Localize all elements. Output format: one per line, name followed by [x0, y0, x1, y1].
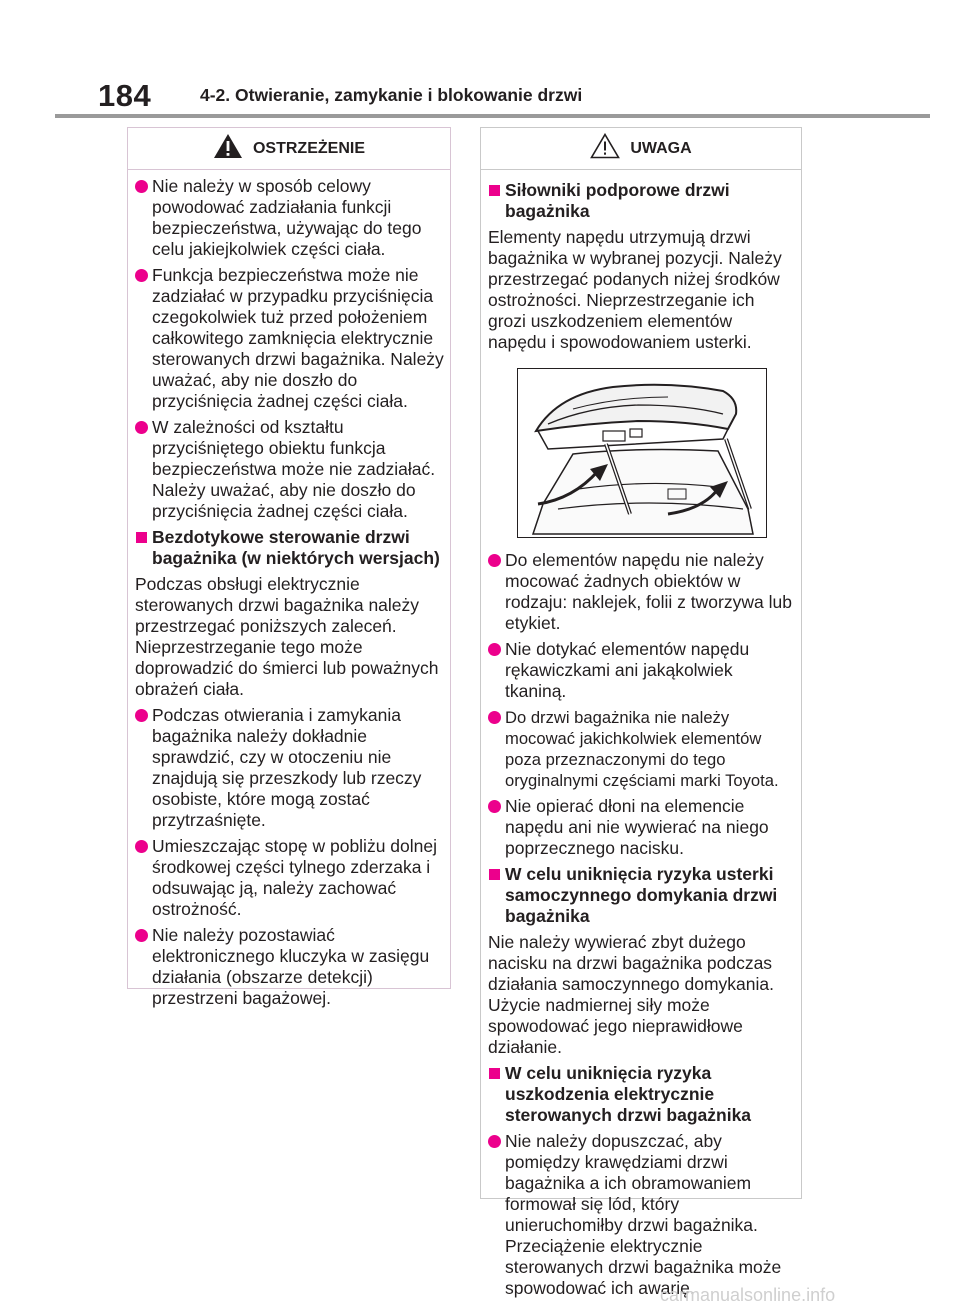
page-number: 184	[98, 78, 152, 113]
list-item: Podczas otwierania i zamykania bagażnika należy dokładnie sprawdzić, czy w otoczeniu nie znajdują się przeszkody lub rzeczy osobiste, które mogą zostać przytrzaśnięte.	[135, 705, 444, 831]
subheading: Bezdotykowe sterowanie drzwi bagażnika (w niektórych wersjach)	[135, 527, 444, 569]
list-item: Funkcja bezpieczeństwa może nie zadziałać w przypadku przyciśnięcia czegokolwiek tuż przed położeniem całkowitego zamknięcia elektrycznie sterowanych drzwi bagażnika. Należy uważać, aby nie doszło do przyciśnięcia żadnej części ciała.	[135, 265, 444, 412]
list-item: Nie należy pozostawiać elektronicznego kluczyka w zasięgu działania (obszarze detekcji) przestrzeni bagażowej.	[135, 925, 444, 1009]
bullet-icon	[135, 929, 148, 942]
list-item: Nie należy dopuszczać, aby pomiędzy krawędziami drzwi bagażnika a ich obramowaniem formował się lód, który unieruchomiłby drzwi bagażnika. Przeciążenie elektrycznie sterowanych drzwi bagażnika może spowodować ich awarię.	[488, 1131, 795, 1299]
warning-box	[127, 127, 451, 1008]
square-bullet-icon	[489, 869, 500, 880]
section-title: 4-2. Otwieranie, zamykanie i blokowanie drzwi	[200, 85, 583, 105]
warning-box-header	[128, 128, 450, 170]
subheading: Siłowniki podporowe drzwi bagażnika	[488, 180, 795, 222]
list-item: Nie należy w sposób celowy powodować zadziałania funkcji bezpieczeństwa, używając do tego celu jakiejkolwiek części ciała.	[135, 176, 444, 260]
list-item: Nie opierać dłoni na elemencie napędu ani nie wywierać na niego poprzecznego nacisku.	[488, 796, 795, 859]
bullet-icon	[135, 180, 148, 193]
list-item: Do elementów napędu nie należy mocować żadnych obiektów w rodzaju: naklejek, folii z tworzywa lub etykiet.	[488, 550, 795, 634]
list-item: Do drzwi bagażnika nie należy mocować jakichkolwiek elementów poza przeznaczonymi do tego oryginalnymi częściami marki Toyota.	[488, 707, 795, 791]
bullet-icon	[488, 711, 501, 724]
header-rule	[55, 114, 930, 118]
bullet-icon	[135, 709, 148, 722]
warning-title: OSTRZEŻENIE	[252, 140, 365, 157]
watermark: carmanualsonline.info	[660, 1285, 836, 1305]
bullet-icon	[135, 269, 148, 282]
note-box-header	[481, 128, 801, 170]
paragraph: Podczas obsługi elektrycznie sterowanych drzwi bagażnika należy przestrzegać poniższych zaleceń. Nieprzestrzeganie tego może doprowadzić do śmierci lub poważnych obrażeń ciała.	[135, 574, 439, 699]
square-bullet-icon	[489, 185, 500, 196]
list-item: Nie dotykać elementów napędu rękawiczkami ani jakąkolwiek tkaniną.	[488, 639, 795, 702]
note-title: UWAGA	[630, 140, 692, 157]
bullet-icon	[488, 554, 501, 567]
warning-triangle-icon	[213, 133, 243, 165]
list-item: W zależności od kształtu przyciśniętego obiektu funkcja bezpieczeństwa może nie zadziałać. Należy uważać, aby nie doszło do przyciśnięcia żadnej części ciała.	[135, 417, 444, 522]
paragraph: Elementy napędu utrzymują drzwi bagażnika w wybranej pozycji. Należy przestrzegać podanych niżej środków ostrożności. Nieprzestrzeganie ich grozi uszkodzeniem elementów napędu i spowodowaniem usterki.	[488, 227, 782, 352]
bullet-icon	[135, 421, 148, 434]
bullet-icon	[488, 1135, 501, 1148]
paragraph: Nie należy wywierać zbyt dużego nacisku na drzwi bagażnika podczas działania samoczynnego domykania. Użycie nadmiernej siły może spowodować jego nieprawidłowe działanie.	[488, 932, 774, 1057]
square-bullet-icon	[136, 532, 147, 543]
tailgate-strut-illustration	[517, 368, 767, 538]
page-header	[0, 0, 960, 125]
square-bullet-icon	[489, 1068, 500, 1079]
subheading: W celu uniknięcia ryzyka usterki samoczynnego domykania drzwi bagażnika	[488, 864, 795, 927]
list-item: Umieszczając stopę w pobliżu dolnej środkowej części tylnego zderzaka i odsuwając ją, należy zachować ostrożność.	[135, 836, 444, 920]
bullet-icon	[488, 643, 501, 656]
bullet-icon	[135, 840, 148, 853]
bullet-icon	[488, 800, 501, 813]
subheading: W celu uniknięcia ryzyka uszkodzenia elektrycznie sterowanych drzwi bagażnika	[488, 1063, 795, 1126]
caution-triangle-icon	[590, 133, 620, 165]
